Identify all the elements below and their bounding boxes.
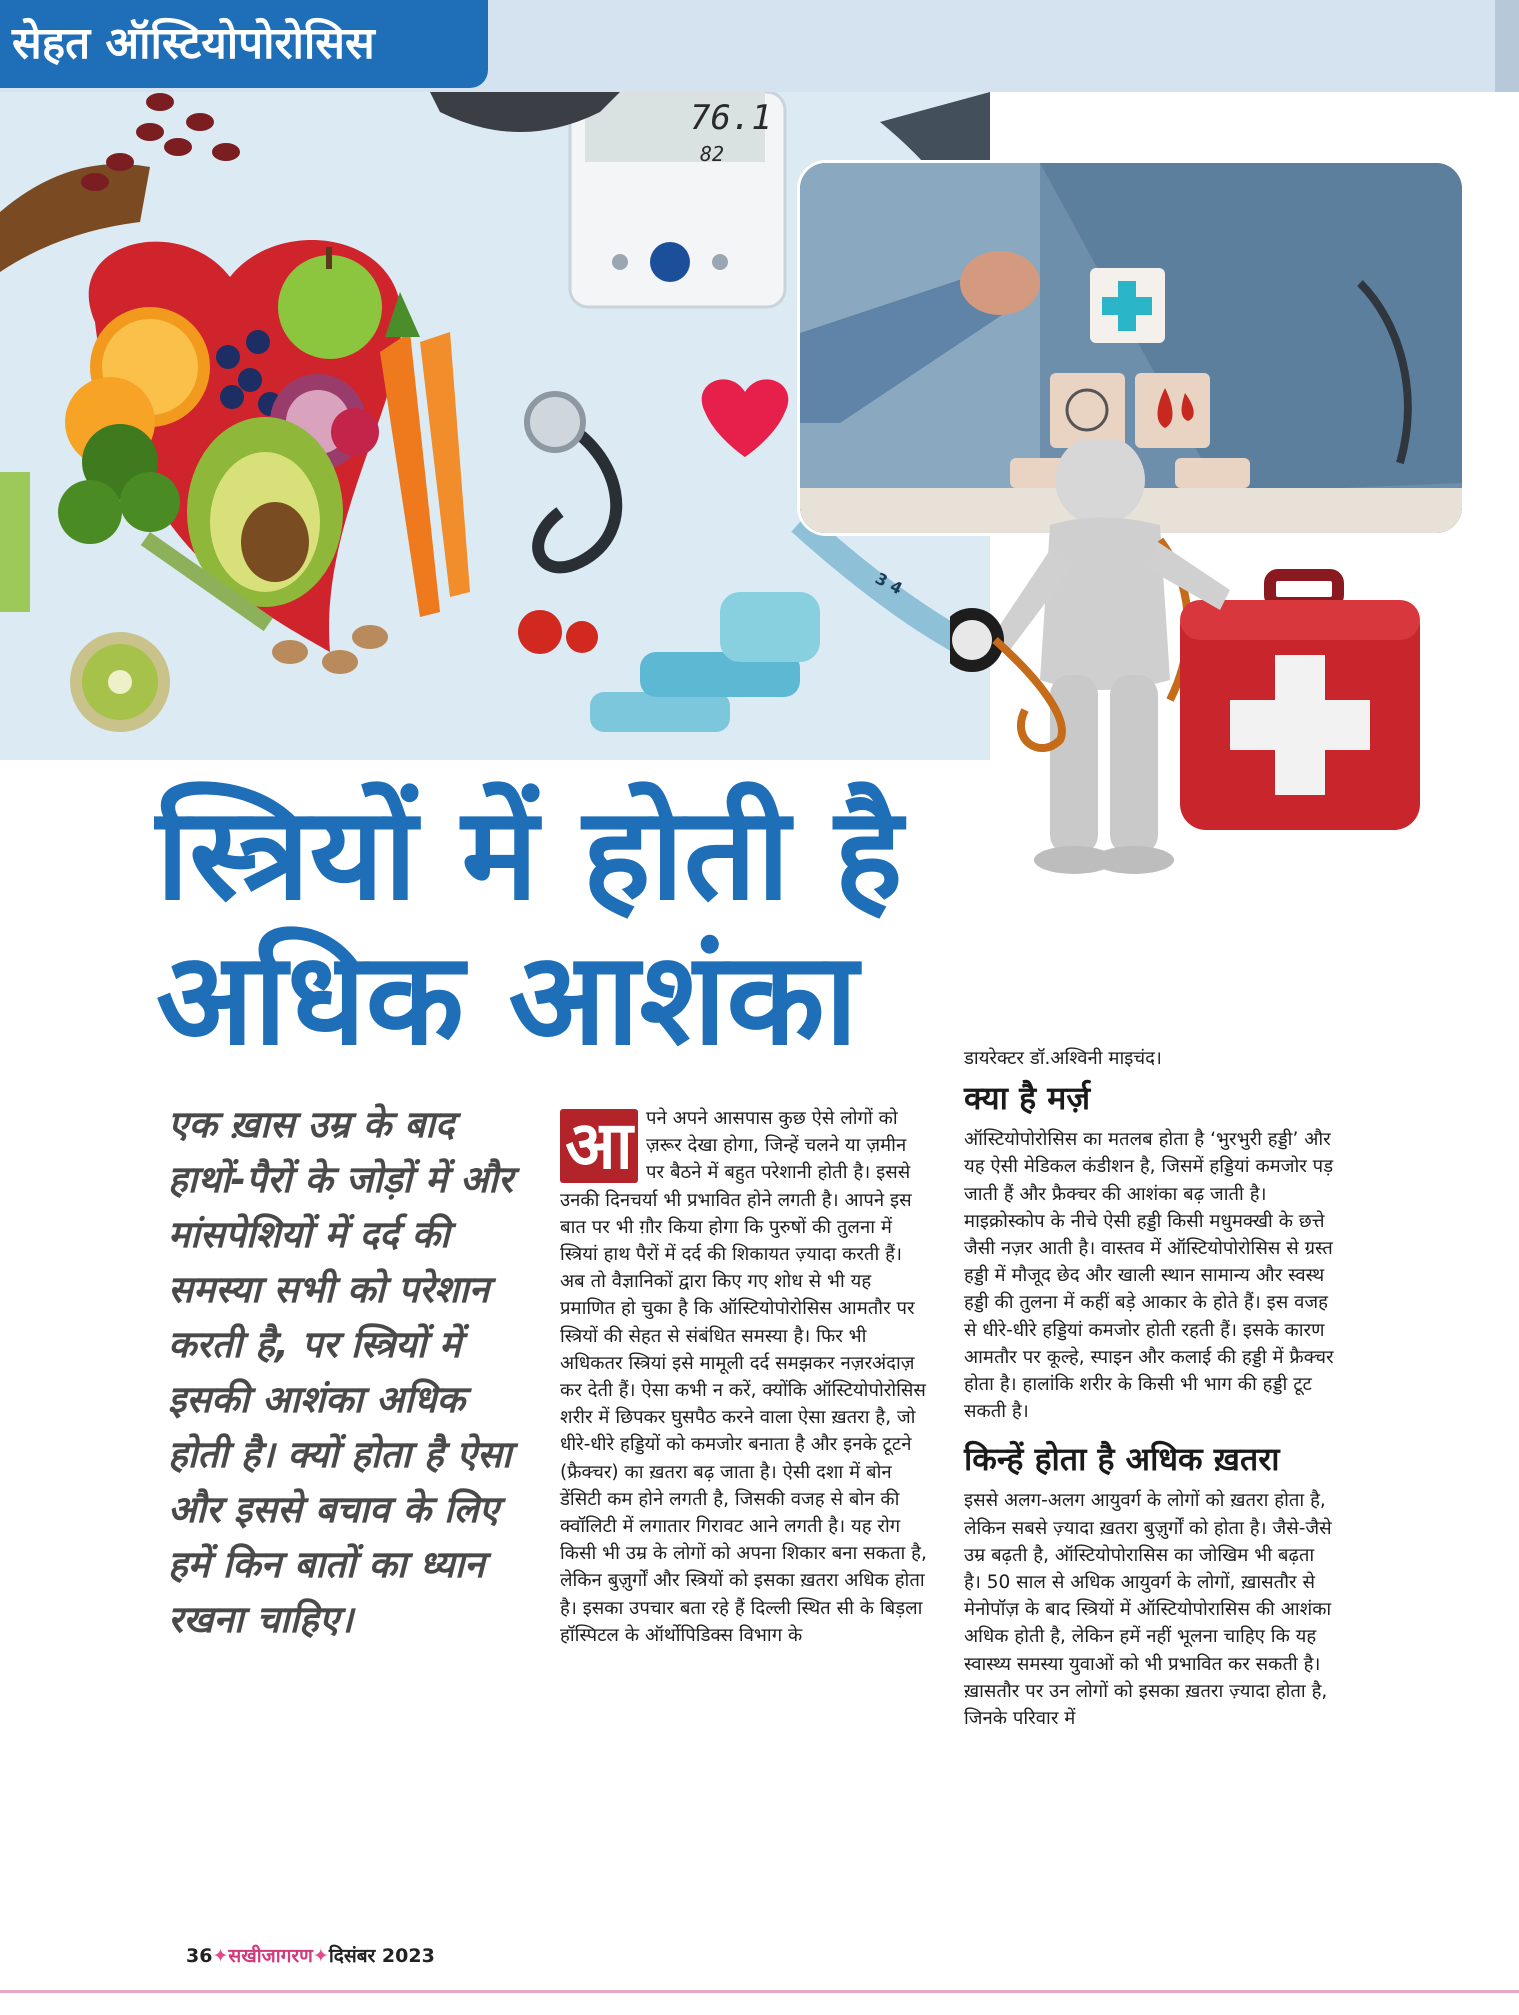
magazine-brand: सखीजागरण: [228, 1945, 313, 1967]
column-1-body: पने अपने आसपास कुछ ऐसे लोगों को ज़रूर देखा होगा, जिन्हें चलने या ज़मीन पर बैठने में बहुत परेशानी होती है। इससे उनकी दिनचर्या भी प्रभावित होने लगती है। आपने इस बात पर भी ग़ौर किया होगा कि पुरुषों की तुलना में स्त्रियां हाथ पैरों में दर्द की शिकायत ज़्यादा करती हैं। अब तो वैज्ञानिकों द्वारा किए गए शोध से भी यह प्रमाणित हो चुका है कि ऑस्टियोपोरोसिस आमतौर पर स्त्रियों की सेहत से संबंधित समस्या है। फिर भी अधिकतर स्त्रियां इसे मामूली दर्द समझकर नज़रअंदाज़ कर देती हैं। ऐसा कभी न करें, क्योंकि ऑस्टियोपोरोसिस शरीर में छिपकर घुसपैठ करने वाला ऐसा ख़तरा है, जो धीरे-धीरे हड्डियों को कमजोर बनाता है और इनके टूटने (फ्रैक्चर) का ख़तरा बढ़ जाता है। ऐसी दशा में बोन डेंसिटी कम होने लगती है, जिसकी वजह से बोन की क्वॉलिटी में लगातार गिरावट आने लगती है। यह रोग किसी भी उम्र के लोगों को अपना शिकार बना सकता है, लेकिन बुज़ुर्गों और स्त्रियों को इसका ख़तरा अधिक होता है। इसका उपचार बता रहे हैं दिल्ली स्थित सी के बिड़ला हॉस्पिटल के ऑर्थोपिडिक्स विभाग के: [560, 1108, 927, 1646]
expert-credit: डायरेक्टर डॉ.अश्विनी माइचंद।: [964, 1048, 1162, 1069]
drop-cap: आ: [560, 1109, 638, 1183]
column-2-para-2: इससे अलग-अलग आयुवर्ग के लोगों को ख़तरा होता है, लेकिन सबसे ज़्यादा ख़तरा बुज़ुर्गों को होता है। जैसे-जैसे उम्र बढ़ती है, ऑस्टियोपोरासिस का जोखिम भी बढ़ता है। 50 साल से अधिक आयुवर्ग के लोगों, ख़ासतौर से मेनोपॉज़ के बाद स्त्रियों में ऑस्टियोपोरासिस की आशंका अधिक होती है, लेकिन हमें नहीं भूलना चाहिए कि यह स्वास्थ्य समस्या युवाओं को भी प्रभावित कर सकती है। ख़ासतौर पर उन लोगों को इसका ख़तरा ज़्यादा होता है, जिनके परिवार में: [964, 1490, 1332, 1730]
monitor-reading-bottom: 82: [700, 142, 725, 166]
column-2-para-1: ऑस्टियोपोरोसिस का मतलब होता है ‘भुरभुरी हड्डी’ और यह ऐसी मेडिकल कंडीशन है, जिसमें हड्डियां कमजोर पड़ जाती हैं और फ्रैक्चर की आशंका बढ़ जाती है। माइक्रोस्कोप के नीचे ऐसी हड्डी किसी मधुमक्खी के छत्ते जैसी नज़र आती है। वास्तव में ऑस्टियोपोरोसिस से ग्रस्त हड्डी में मौजूद छेद और खाली स्थान सामान्य और स्वस्थ हड्डी की तुलना में कहीं बड़े आकार के होते हैं। इस वजह से धीरे-धीरे हड्डियां कमजोर होती रहती हैं। इसके कारण आमतौर पर कूल्हे, स्पाइन और कलाई की हड्डी में फ्रैक्चर होता है। हालांकि शरीर के किसी भी भाग की हड्डी टूट सकती है।: [964, 1129, 1334, 1423]
section-tab: सेहत ऑस्टियोपोरोसिस: [0, 0, 488, 88]
headline-line-2: अधिक आशंका: [156, 925, 858, 1074]
header-edge: [1495, 0, 1519, 92]
3d-figure-illustration: [950, 440, 1510, 920]
footer-rule: [0, 1990, 1519, 1993]
issue-date: दिसंबर 2023: [328, 1945, 435, 1967]
monitor-reading-top: 76.1: [690, 98, 772, 138]
star-icon: ✦: [312, 1945, 329, 1967]
subhead-what-is-disease: क्या है मर्ज़: [964, 1079, 1091, 1118]
star-icon: ✦: [212, 1945, 229, 1967]
subhead-who-at-risk: किन्हें होता है अधिक ख़तरा: [964, 1440, 1280, 1479]
article-column-1: [560, 1105, 928, 1649]
page-number: 36: [186, 1945, 213, 1967]
figure-with-first-aid-kit: [950, 440, 1510, 920]
headline-line-1: स्त्रियों में होती है: [156, 780, 903, 929]
intro-dek: एक ख़ास उम्र के बाद हाथों-पैरों के जोड़ों में और मांसपेशियों में दर्द की समस्या सभी को परेशान करती है, पर स्त्रियों में इसकी आशंका अधिक होती है। क्यों होता है ऐसा और इससे बचाव के लिए हमें किन बातों का ध्यान रखना चाहिए।: [168, 1103, 514, 1641]
page-footer: [186, 1942, 435, 1968]
article-column-2: [964, 1045, 1334, 1732]
tape-numbers: 3 4: [872, 568, 906, 599]
